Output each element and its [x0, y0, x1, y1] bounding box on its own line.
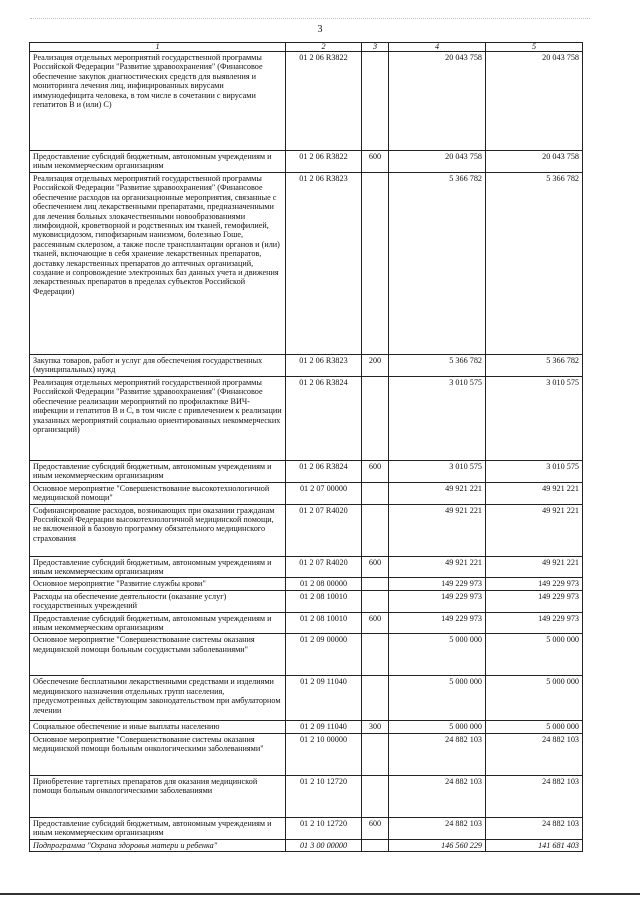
row-code: 01 2 06 R3822	[286, 151, 362, 173]
row-name: Предоставление субсидий бюджетным, автономным учреждениям и иным некоммерческим организациям	[30, 612, 286, 634]
row-amount-1: 3 010 575	[389, 377, 486, 461]
row-code: 01 3 00 00000	[286, 839, 362, 851]
table-row	[30, 461, 583, 483]
row-amount-2: 20 043 758	[486, 52, 583, 151]
row-amount-2: 3 010 575	[486, 461, 583, 483]
row-name: Предоставление субсидий бюджетным, автономным учреждениям и иным некоммерческим организациям	[30, 817, 286, 839]
row-name: Предоставление субсидий бюджетным, автономным учреждениям и иным некоммерческим организациям	[30, 556, 286, 578]
row-amount-1: 49 921 221	[389, 556, 486, 578]
row-name: Реализация отдельных мероприятий государственной программы Российской Федерации "Развитие здравоохранения" (Финансовое обеспечение расходов на организационные мероприятия, связанные с обеспечением лиц лекарственными препаратами, предназначенными для лечения больных злокачественными новообразованиями лимфоидной, кроветворной и родственных им тканей, гемофилией, муковисцидозом, гипофизарным нанизмом, болезнью Гоше, рассеянным склерозом, а также после трансплантации органов и (или) тканей, включающие в себя хранение лекарственных препаратов, доставку лекарственных препаратов до аптечных организаций, создание и сопровождение электронных баз данных учета и движения лекарственных препаратов в пределах субъектов Российской Федерации)	[30, 173, 286, 355]
row-code: 01 2 09 11040	[286, 721, 362, 733]
table-row	[30, 377, 583, 461]
table-row	[30, 839, 583, 851]
row-amount-2: 149 229 973	[486, 612, 583, 634]
row-code: 01 2 08 10010	[286, 612, 362, 634]
row-amount-1: 149 229 973	[389, 612, 486, 634]
column-header: 3	[362, 43, 389, 52]
row-name: Основное мероприятие "Развитие службы крови"	[30, 578, 286, 590]
row-name: Подпрограмма "Охрана здоровья матери и ребенка"	[30, 839, 286, 851]
row-code: 01 2 08 00000	[286, 578, 362, 590]
row-name: Основное мероприятие "Совершенствование системы оказания медицинской помощи больным онкологическими заболеваниями"	[30, 733, 286, 775]
row-amount-2: 5 000 000	[486, 676, 583, 721]
row-expense-type: 600	[362, 461, 389, 483]
table-row	[30, 52, 583, 151]
row-code: 01 2 10 12720	[286, 775, 362, 817]
row-code: 01 2 06 R3822	[286, 52, 362, 151]
table-row	[30, 817, 583, 839]
row-amount-2: 24 882 103	[486, 733, 583, 775]
table-row	[30, 355, 583, 377]
row-amount-2: 141 681 403	[486, 839, 583, 851]
table-row	[30, 775, 583, 817]
row-amount-1: 5 366 782	[389, 355, 486, 377]
row-code: 01 2 10 00000	[286, 733, 362, 775]
bottom-edge	[0, 893, 640, 895]
row-code: 01 2 07 R4020	[286, 504, 362, 556]
row-name: Основное мероприятие "Совершенствование системы оказания медицинской помощи больным сосудистыми заболеваниями"	[30, 634, 286, 676]
row-expense-type	[362, 839, 389, 851]
page-number: 3	[317, 24, 323, 35]
table-row	[30, 612, 583, 634]
row-code: 01 2 08 10010	[286, 590, 362, 612]
table-row	[30, 504, 583, 556]
row-name: Приобретение таргетных препаратов для оказания медицинской помощи больным онкологическими заболеваниями	[30, 775, 286, 817]
row-expense-type	[362, 634, 389, 676]
row-amount-2: 5 000 000	[486, 721, 583, 733]
row-expense-type	[362, 733, 389, 775]
row-amount-2: 5 000 000	[486, 634, 583, 676]
row-amount-2: 49 921 221	[486, 556, 583, 578]
budget-table	[29, 42, 583, 852]
table-row	[30, 590, 583, 612]
row-expense-type	[362, 676, 389, 721]
table-header-row	[30, 43, 583, 52]
row-amount-1: 5 000 000	[389, 676, 486, 721]
table-row	[30, 556, 583, 578]
row-code: 01 2 06 R3824	[286, 461, 362, 483]
table-row	[30, 733, 583, 775]
row-name: Реализация отдельных мероприятий государственной программы Российской Федерации "Развитие здравоохранения" (Финансовое обеспечение реализации мероприятий по профилактике ВИЧ-инфекции и гепатитов B и C, в том числе с привлечением к реализации указанных мероприятий социально ориентированных некоммерческих организаций)	[30, 377, 286, 461]
table-row	[30, 578, 583, 590]
table-row	[30, 721, 583, 733]
row-amount-1: 20 043 758	[389, 52, 486, 151]
top-edge	[30, 18, 590, 19]
row-amount-1: 3 010 575	[389, 461, 486, 483]
row-name: Закупка товаров, работ и услуг для обеспечения государственных (муниципальных) нужд	[30, 355, 286, 377]
row-amount-1: 24 882 103	[389, 817, 486, 839]
row-amount-2: 24 882 103	[486, 775, 583, 817]
budget-table-body	[30, 43, 583, 852]
row-name: Предоставление субсидий бюджетным, автономным учреждениям и иным некоммерческим организациям	[30, 461, 286, 483]
row-expense-type: 600	[362, 817, 389, 839]
row-expense-type	[362, 482, 389, 504]
row-name: Обеспечение бесплатными лекарственными средствами и изделиями медицинского назначения отдельных групп населения, предусмотренных действующим законодательством при амбулаторном лечении	[30, 676, 286, 721]
row-expense-type: 600	[362, 151, 389, 173]
row-amount-2: 3 010 575	[486, 377, 583, 461]
row-expense-type: 300	[362, 721, 389, 733]
row-amount-2: 5 366 782	[486, 355, 583, 377]
column-header: 4	[389, 43, 486, 52]
row-expense-type	[362, 52, 389, 151]
row-amount-2: 149 229 973	[486, 578, 583, 590]
row-code: 01 2 06 R3824	[286, 377, 362, 461]
row-expense-type	[362, 590, 389, 612]
row-expense-type	[362, 775, 389, 817]
row-expense-type: 600	[362, 612, 389, 634]
table-row	[30, 173, 583, 355]
row-amount-2: 49 921 221	[486, 482, 583, 504]
row-code: 01 2 09 00000	[286, 634, 362, 676]
row-amount-2: 149 229 973	[486, 590, 583, 612]
row-name: Социальное обеспечение и иные выплаты населению	[30, 721, 286, 733]
row-amount-1: 5 000 000	[389, 721, 486, 733]
table-row	[30, 482, 583, 504]
row-expense-type	[362, 377, 389, 461]
row-name: Основное мероприятие "Совершенствование высокотехнологичной медицинской помощи"	[30, 482, 286, 504]
row-amount-1: 5 366 782	[389, 173, 486, 355]
row-amount-1: 24 882 103	[389, 733, 486, 775]
row-expense-type	[362, 578, 389, 590]
row-amount-1: 5 000 000	[389, 634, 486, 676]
row-amount-2: 49 921 221	[486, 504, 583, 556]
row-name: Предоставление субсидий бюджетным, автономным учреждениям и иным некоммерческим организациям	[30, 151, 286, 173]
row-amount-2: 24 882 103	[486, 817, 583, 839]
row-amount-1: 146 560 229	[389, 839, 486, 851]
row-amount-1: 149 229 973	[389, 578, 486, 590]
row-amount-1: 20 043 758	[389, 151, 486, 173]
row-expense-type: 200	[362, 355, 389, 377]
column-header: 5	[486, 43, 583, 52]
row-amount-2: 20 043 758	[486, 151, 583, 173]
row-name: Расходы на обеспечение деятельности (оказание услуг) государственных учреждений	[30, 590, 286, 612]
row-name: Реализация отдельных мероприятий государственной программы Российской Федерации "Развитие здравоохранения" (Финансовое обеспечение закупок диагностических средств для выявления и мониторинга лечения лиц, инфицированных вирусами иммунодефицита человека, в том числе в сочетании с вирусами гепатитов B и (или) C)	[30, 52, 286, 151]
row-name: Софинансирование расходов, возникающих при оказании гражданам Российской Федерации высокотехнологичной медицинской помощи, не включенной в базовую программу обязательного медицинского страхования	[30, 504, 286, 556]
row-code: 01 2 09 11040	[286, 676, 362, 721]
row-code: 01 2 07 R4020	[286, 556, 362, 578]
table-row	[30, 151, 583, 173]
row-amount-1: 49 921 221	[389, 504, 486, 556]
row-amount-1: 149 229 973	[389, 590, 486, 612]
table-row	[30, 676, 583, 721]
row-amount-2: 5 366 782	[486, 173, 583, 355]
column-header: 2	[286, 43, 362, 52]
row-amount-1: 24 882 103	[389, 775, 486, 817]
row-code: 01 2 06 R3823	[286, 173, 362, 355]
row-code: 01 2 10 12720	[286, 817, 362, 839]
row-expense-type: 600	[362, 556, 389, 578]
row-expense-type	[362, 173, 389, 355]
column-header: 1	[30, 43, 286, 52]
row-code: 01 2 06 R3823	[286, 355, 362, 377]
row-amount-1: 49 921 221	[389, 482, 486, 504]
table-row	[30, 634, 583, 676]
row-expense-type	[362, 504, 389, 556]
row-code: 01 2 07 00000	[286, 482, 362, 504]
